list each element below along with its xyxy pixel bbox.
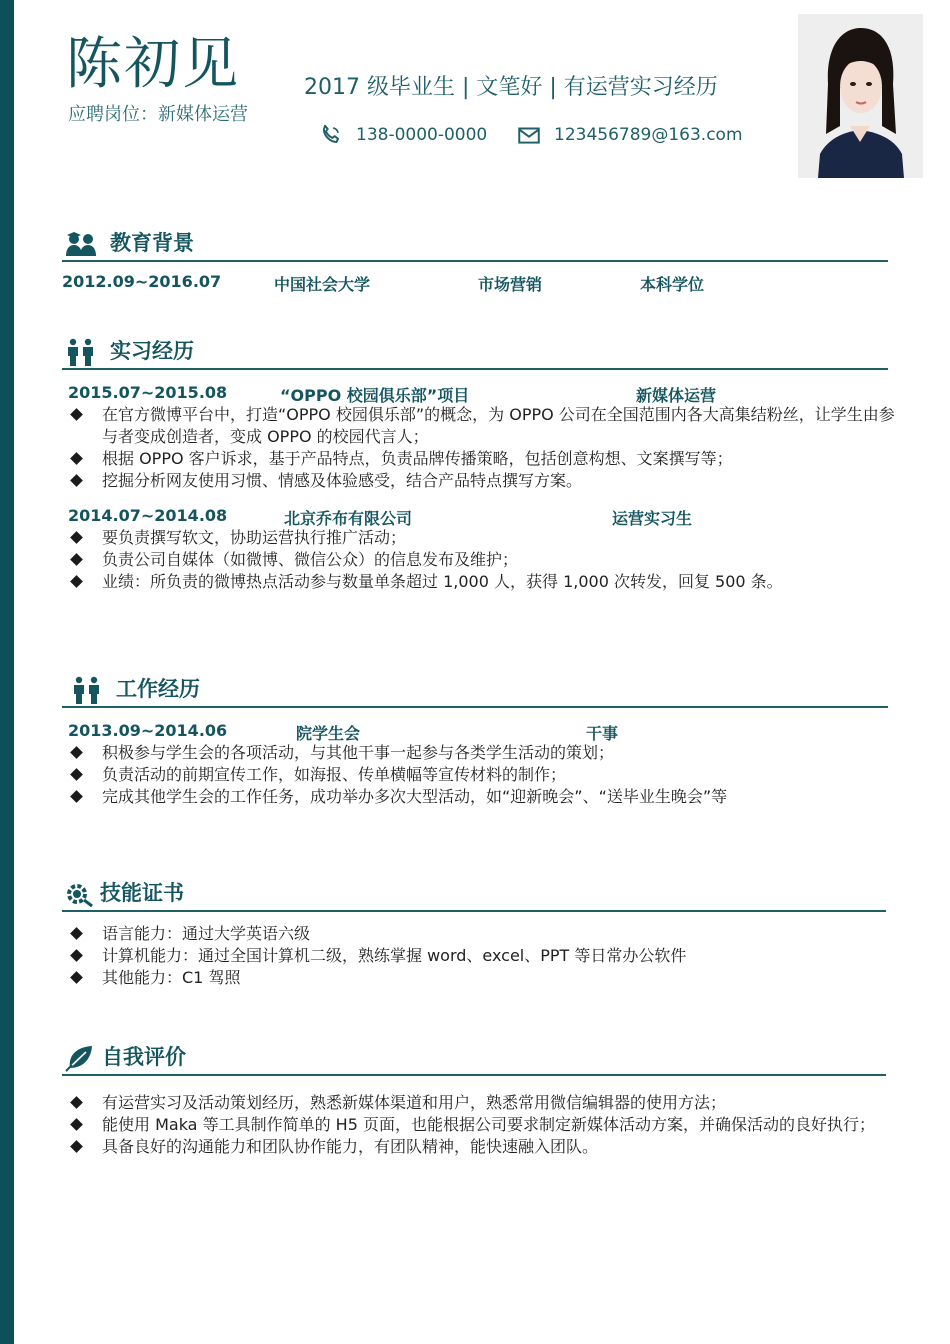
gear-icon (64, 880, 98, 908)
list-item: 语言能力：通过大学英语六级 (70, 923, 896, 945)
work-title: 工作经历 (116, 677, 200, 701)
internship-title: 实习经历 (110, 339, 194, 363)
work-section-header (62, 674, 888, 708)
section-divider (62, 910, 886, 912)
tagline: 2017 级毕业生 | 文笔好 | 有运营实习经历 (304, 75, 718, 100)
internship-entry-1-list (70, 404, 896, 492)
work-entry-header (68, 721, 768, 743)
people-icon (64, 338, 98, 366)
internship-org: “OPPO 校园俱乐部”项目 (280, 386, 470, 405)
section-divider (62, 1074, 886, 1076)
left-accent-bar (0, 0, 14, 1344)
education-row (62, 272, 762, 294)
list-item: 在官方微博平台中，打造“OPPO 校园俱乐部”的概念，为 OPPO 公司在全国范围内各大高集结粉丝，让学生由参与者变成创造者，变成 OPPO 的校园代言人； (70, 404, 896, 448)
phone-number: 138-0000-0000 (356, 125, 488, 145)
internship-role: 新媒体运营 (636, 386, 717, 405)
candidate-name: 陈初见 (66, 32, 240, 97)
list-item: 具备良好的沟通能力和团队协作能力，有团队精神，能快速融入团队。 (70, 1136, 896, 1158)
self-eval-section-header (62, 1042, 886, 1076)
email-contact (516, 122, 743, 148)
internship-org: 北京乔布有限公司 (284, 509, 413, 528)
skills-list (70, 923, 896, 989)
job-position (68, 100, 248, 126)
work-role: 干事 (586, 724, 619, 743)
education-section-header (62, 228, 888, 262)
education-title: 教育背景 (110, 231, 194, 255)
internship-role: 运营实习生 (612, 509, 693, 528)
list-item: 计算机能力：通过全国计算机二级，熟练掌握 word、excel、PPT 等日常办公软件 (70, 945, 896, 967)
mail-icon (516, 122, 542, 148)
work-list (70, 742, 896, 808)
list-item: 根据 OPPO 客户诉求，基于产品特点，负责品牌传播策略，包括创意构想、文案撰写等； (70, 448, 896, 470)
email-address: 123456789@163.com (554, 125, 743, 145)
skills-title: 技能证书 (100, 881, 184, 905)
phone-contact (318, 122, 487, 148)
internship-entry-2-header (68, 506, 768, 528)
section-divider (62, 706, 888, 708)
self-eval-list (70, 1092, 896, 1158)
education-period: 2012.09~2016.07 (62, 272, 222, 291)
list-item: 能使用 Maka 等工具制作简单的 H5 页面，也能根据公司要求制定新媒体活动方案，并确保活动的良好执行； (70, 1114, 896, 1136)
job-position-value: 新媒体运营 (158, 104, 248, 125)
people-icon (70, 676, 104, 704)
graduates-icon (64, 230, 98, 258)
section-divider (62, 368, 888, 370)
list-item: 有运营实习及活动策划经历，熟悉新媒体渠道和用户，熟悉常用微信编辑器的使用方法； (70, 1092, 896, 1114)
internship-period: 2014.07~2014.08 (68, 506, 228, 525)
job-position-label: 应聘岗位： (68, 104, 158, 125)
internship-period: 2015.07~2015.08 (68, 383, 228, 402)
list-item: 挖掘分析网友使用习惯、情感及体验感受，结合产品特点撰写方案。 (70, 470, 896, 492)
list-item: 负责活动的前期宣传工作，如海报、传单横幅等宣传材料的制作； (70, 764, 896, 786)
list-item: 要负责撰写软文，协助运营执行推广活动； (70, 527, 896, 549)
section-divider (62, 260, 888, 262)
self-eval-title: 自我评价 (102, 1045, 186, 1069)
list-item: 业绩：所负责的微博热点活动参与数量单条超过 1,000 人，获得 1,000 次转发，回复 500 条。 (70, 571, 896, 593)
phone-icon (318, 122, 344, 148)
skills-section-header (62, 878, 886, 912)
education-major: 市场营销 (478, 275, 543, 294)
list-item: 完成其他学生会的工作任务，成功举办多次大型活动，如“迎新晚会”、“送毕业生晚会”等 (70, 786, 896, 808)
list-item: 负责公司自媒体（如微博、微信公众）的信息发布及维护； (70, 549, 896, 571)
work-org: 院学生会 (296, 724, 361, 743)
internship-entry-2-list (70, 527, 896, 593)
education-degree: 本科学位 (640, 275, 705, 294)
list-item: 积极参与学生会的各项活动，与其他干事一起参与各类学生活动的策划； (70, 742, 896, 764)
education-school: 中国社会大学 (274, 275, 371, 294)
internship-entry-1-header (68, 383, 768, 405)
internship-section-header (62, 336, 888, 370)
work-period: 2013.09~2014.06 (68, 721, 228, 740)
leaf-icon (64, 1044, 98, 1072)
profile-photo (798, 14, 923, 178)
list-item: 其他能力：C1 驾照 (70, 967, 896, 989)
